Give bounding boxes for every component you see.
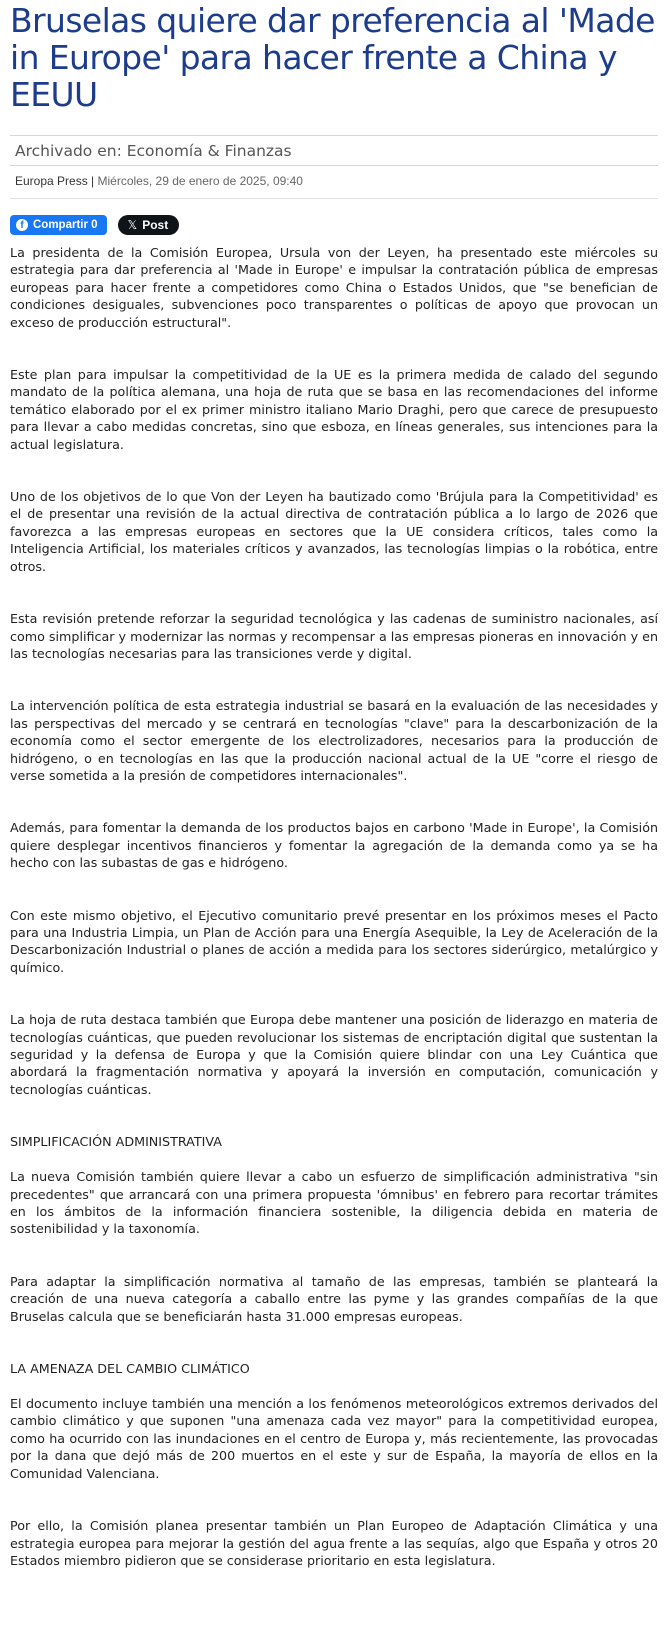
byline xyxy=(10,174,658,199)
source-name: Europa Press xyxy=(15,174,88,188)
x-logo-icon: 𝕏 xyxy=(127,218,138,232)
share-bar xyxy=(10,214,658,236)
x-post-button[interactable] xyxy=(118,215,180,235)
paragraph: La hoja de ruta destaca también que Europa debe mantener una posición de liderazgo en materia de tecnologías cuánticas, que pueden revolucionar los sistemas de encriptación digital que sustentan la seguridad y la defensa de Europa y que la Comisión quiere blindar con una Ley Cuántica que abordará la fragmentación normativa y apoyará la inversión en computación, comunicación y tecnologías cuánticas. xyxy=(10,1012,658,1097)
paragraph: La presidenta de la Comisión Europea, Ursula von der Leyen, ha presentado este miércoles su estrategia para dar preferencia al 'Made in Europe' e impulsar la contratación pública de empresas europeas para hacer frente a competidores como China o Estados Unidos, que "se benefician de condiciones desiguales, subvenciones poco transparentes o políticas de apoyo que provocan un exceso de producción estructural". xyxy=(10,245,658,330)
byline-separator: | xyxy=(87,174,98,188)
archived-label: Archivado en: xyxy=(15,142,127,160)
paragraph: Este plan para impulsar la competitividad de la UE es la primera medida de calado del segundo mandato de la política alemana, una hoja de ruta que se basa en las recomendaciones del informe temático elaborado por el ex primer ministro italiano Mario Draghi, pero que carece de presupuesto para llevar a cabo medidas concretas, sino que esboza, en líneas generales, sus intenciones para la actual legislatura. xyxy=(10,367,658,452)
x-post-label: Post xyxy=(142,218,169,232)
section-heading-simplificacion: SIMPLIFICACIÓN ADMINISTRATIVA xyxy=(10,1134,222,1150)
article-body xyxy=(10,244,658,1569)
paragraph: La nueva Comisión también quiere llevar a cabo un esfuerzo de simplificación administrativa "sin precedentes" que arrancará con una primera propuesta 'ómnibus' en febrero para recortar trámites en los ámbitos de la información financiera sostenible, la diligencia debida en materia de sostenibilidad y la taxonomía. xyxy=(10,1169,658,1237)
archive-bar xyxy=(10,135,658,166)
paragraph: La intervención política de esta estrategia industrial se basará en la evaluación de las necesidades y las perspectivas del mercado y se centrará en tecnologías "clave" para la descarbonización de la economía como el sector emergente de los electrolizadores, necesarios para la producción de hidrógeno, o en tecnologías en las que la producción nacional actual de la UE "corre el riesgo de verse sometida a la presión de competidores internacionales". xyxy=(10,698,658,783)
facebook-share-label: Compartir 0 xyxy=(33,219,98,231)
facebook-icon: f xyxy=(16,219,28,231)
paragraph: Con este mismo objetivo, el Ejecutivo comunitario prevé presentar en los próximos meses el Pacto para una Industria Limpia, un Plan de Acción para una Energía Asequible, la Ley de Aceleración de la Descarbonización Industrial o planes de acción a medida para los sectores siderúrgico, metalúrgico y químico. xyxy=(10,907,658,975)
paragraph: Además, para fomentar la demanda de los productos bajos en carbono 'Made in Europe', la Comisión quiere desplegar incentivos financieros y fomentar la agregación de la demanda como ya se ha hecho con las subastas de gas e hidrógeno. xyxy=(10,820,658,871)
paragraph: Uno de los objetivos de lo que Von der Leyen ha bautizado como 'Brújula para la Competitividad' es el de presentar una revisión de la actual directiva de contratación pública a lo largo de 2026 que favorezca a las empresas europeas en sectores que la UE considera críticos, tales como la Inteligencia Artificial, los materiales críticos y avanzados, las tecnologías limpias o la robótica, entre otros. xyxy=(10,489,658,574)
facebook-share-button[interactable] xyxy=(10,215,107,235)
category-link[interactable]: Economía & Finanzas xyxy=(126,142,292,160)
article-title: Bruselas quiere dar preferencia al 'Made in Europe' para hacer frente a China y EEUU xyxy=(10,1,655,114)
publish-date: Miércoles, 29 de enero de 2025, 09:40 xyxy=(97,174,303,188)
section-heading-cambio-climatico: LA AMENAZA DEL CAMBIO CLIMÁTICO xyxy=(10,1361,250,1377)
paragraph: Esta revisión pretende reforzar la seguridad tecnológica y las cadenas de suministro nacionales, así como simplificar y modernizar las normas y recompensar a las empresas pioneras en innovación y en las tecnologías necesarias para las transiciones verde y digital. xyxy=(10,611,658,661)
paragraph: Por ello, la Comisión planea presentar también un Plan Europeo de Adaptación Climática y una estrategia europea para mejorar la gestión del agua frente a las sequías, algo que España y otros 20 Estados miembro pidieron que se considerase prioritario en esta legislatura. xyxy=(10,1518,658,1568)
paragraph: Para adaptar la simplificación normativa al tamaño de las empresas, también se planteará la creación de una nueva categoría a caballo entre las pyme y las grandes compañías de la que Bruselas calcula que se beneficiarán hasta 31.000 empresas europeas. xyxy=(10,1273,658,1324)
paragraph: El documento incluye también una mención a los fenómenos meteorológicos extremos derivados del cambio climático y que suponen "una amenaza cada vez mayor" para la competitividad europea, como ha ocurrido con las inundaciones en el centro de Europa y, más recientemente, las provocadas por la dana que dejó más de 200 muertos en el este y sur de España, la mayoría de ellos en la Comunidad Valenciana. xyxy=(10,1396,658,1481)
